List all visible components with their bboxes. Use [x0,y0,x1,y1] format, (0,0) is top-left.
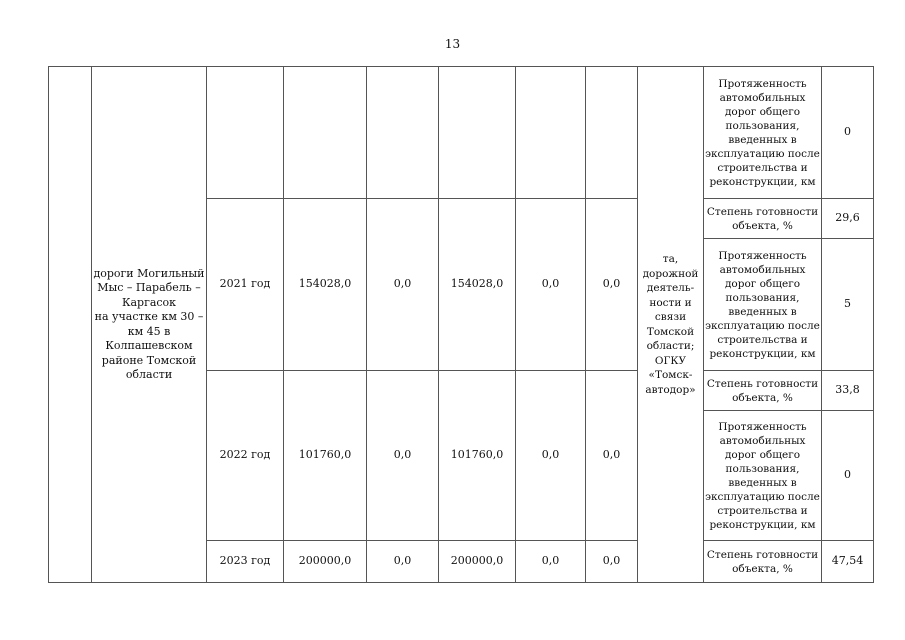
year-cell: 2022 год [207,371,284,541]
executor-line: дорожной [642,267,699,280]
total-cell [284,67,367,199]
year-cell: 2021 год [207,199,284,371]
year-cell: 2023 год [207,541,284,583]
local-cell [516,67,586,199]
indicator-name: Протяженность автомобильных дорог общего пользования, введенных в эксплуатацию после строительства и реконструкции, км [704,411,822,541]
program-table [48,66,874,583]
total-cell: 200000,0 [284,541,367,583]
executor-line: деятель- [646,282,695,294]
local-cell: 0,0 [516,199,586,371]
executor-line: та, [662,253,679,265]
local-cell: 0,0 [516,541,586,583]
measure-name-line: дороги Могильный [93,266,205,280]
regional-cell [439,67,516,199]
indicator-name: Степень готовности объекта, % [704,541,822,583]
other-cell: 0,0 [586,199,638,371]
executor-line: Томской [646,325,695,338]
other-cell: 0,0 [586,541,638,583]
federal-cell [367,67,439,199]
measure-name-line: районе Томской [101,353,197,367]
regional-cell: 154028,0 [439,199,516,371]
executor-line: ОГКУ [654,354,687,367]
indicator-value: 47,54 [822,541,874,583]
federal-cell: 0,0 [367,541,439,583]
total-cell: 154028,0 [284,199,367,371]
indicator-value: 0 [822,67,874,199]
indicator-name: Протяженность автомобильных дорог общего пользования, введенных в эксплуатацию после строительства и реконструкции, км [704,239,822,371]
regional-cell: 101760,0 [439,371,516,541]
measure-name-cell [92,67,207,583]
indicator-name: Степень готовности объекта, % [704,371,822,411]
local-cell: 0,0 [516,371,586,541]
measure-name-line: Каргасок [121,295,177,309]
measure-name-line: области [125,368,173,381]
executor-line: «Томск- [648,369,693,381]
federal-cell: 0,0 [367,371,439,541]
table-row [49,67,874,199]
measure-name-line: км 45 в [127,324,171,338]
executor-line: связи [654,311,687,323]
executor-line: области; [646,340,695,352]
indicator-name: Степень готовности объекта, % [704,199,822,239]
number-cell [49,67,92,583]
indicator-value: 5 [822,239,874,371]
page-number: 13 [444,37,461,51]
measure-name-line: Колпашевском [105,339,193,352]
other-cell [586,67,638,199]
indicator-value: 33,8 [822,371,874,411]
executor-line: автодор» [645,383,696,396]
regional-cell: 200000,0 [439,541,516,583]
federal-cell: 0,0 [367,199,439,371]
other-cell: 0,0 [586,371,638,541]
indicator-name: Протяженность автомобильных дорог общего пользования, введенных в эксплуатацию после строительства и реконструкции, км [704,67,822,199]
indicator-value: 0 [822,411,874,541]
executor-cell [638,67,704,583]
measure-name-line: на участке км 30 – [94,310,204,323]
total-cell: 101760,0 [284,371,367,541]
executor-line: ности и [649,296,692,309]
measure-name-line: Мыс – Парабель – [97,281,201,294]
indicator-value: 29,6 [822,199,874,239]
year-cell [207,67,284,199]
